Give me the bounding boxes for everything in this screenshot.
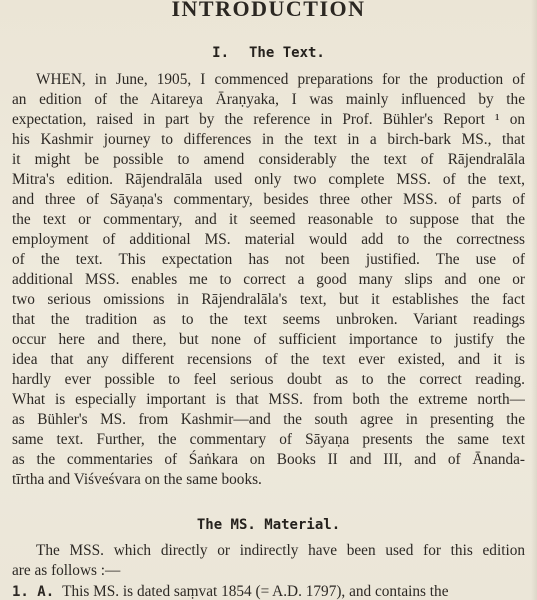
- text-line: employment of additional MS. material would add to the correctness: [12, 231, 525, 248]
- ms-item-label: 1. A.: [12, 584, 55, 600]
- section-title: The Text.: [249, 45, 325, 61]
- section-heading-ms-material: The MS. Material.: [196, 517, 341, 533]
- paragraph-ms-material: [12, 541, 525, 581]
- text-line: the text or commentary, and it seemed reasonable to suppose that the: [12, 211, 525, 228]
- text-line: The MSS. which directly or indirectly have been used for this edition: [36, 542, 525, 559]
- text-line: What is especially important is that MSS. from both the extreme north—: [12, 391, 525, 408]
- text-line: idea that any different recensions of the text ever existed, and it is: [12, 351, 525, 368]
- text-line: WHEN, in June, 1905, I commenced preparations for the production of: [36, 71, 525, 88]
- text-line: tīrtha and Viśveśvara on the same books.: [12, 471, 262, 488]
- text-line: hardly ever possible to feel serious doubt as to the correct reading.: [12, 371, 525, 388]
- text-line: as Bühler's MS. from Kashmir—and the south agree in presenting the: [12, 411, 525, 428]
- text-line: as the commentaries of Śaṅkara on Books II and III, and of Ānanda-: [12, 451, 525, 468]
- text-line: his Kashmir journey to differences in the text in a birch-bark MS., that: [12, 131, 525, 148]
- ms-list-item: [12, 581, 525, 600]
- text-line: an edition of the Aitareya Āraṇyaka, I was mainly influenced by the: [12, 91, 525, 108]
- text-line: Mitra's edition. Rājendralāla used only two complete MSS. of the text,: [12, 171, 525, 188]
- text-line: two serious omissions in Rājendralāla's text, but it establishes the fact: [12, 291, 525, 308]
- paragraph-the-text: [12, 70, 525, 490]
- running-title: INTRODUCTION: [171, 0, 366, 21]
- section-heading-the-text: [0, 45, 537, 61]
- text-line: additional MSS. enables me to correct a good many slips and one or: [12, 271, 525, 288]
- text-line: occur here and there, but none of sufficient importance to justify the: [12, 331, 525, 348]
- ms-item-text: This MS. is dated saṃvat 1854 (= A.D. 1797), and contains the: [62, 583, 449, 600]
- text-line: it might be possible to amend considerably the text of Rājendralāla: [12, 151, 525, 168]
- text-line: expectation, raised in part by the reference in Prof. Bühler's Report ¹ on: [12, 111, 525, 128]
- text-line: are as follows :—: [12, 562, 121, 579]
- text-line: same text. Further, the commentary of Sāyaṇa presents the same text: [12, 431, 525, 448]
- text-line: of the text. This expectation has not been justified. The use of: [12, 251, 525, 268]
- page-edge-shadow: [531, 0, 537, 600]
- text-line: that the tradition as to the text seems unbroken. Variant readings: [12, 311, 525, 328]
- section-number: I.: [212, 45, 229, 61]
- text-line: and three of Sāyaṇa's commentary, besides three other MSS. of parts of: [12, 191, 525, 208]
